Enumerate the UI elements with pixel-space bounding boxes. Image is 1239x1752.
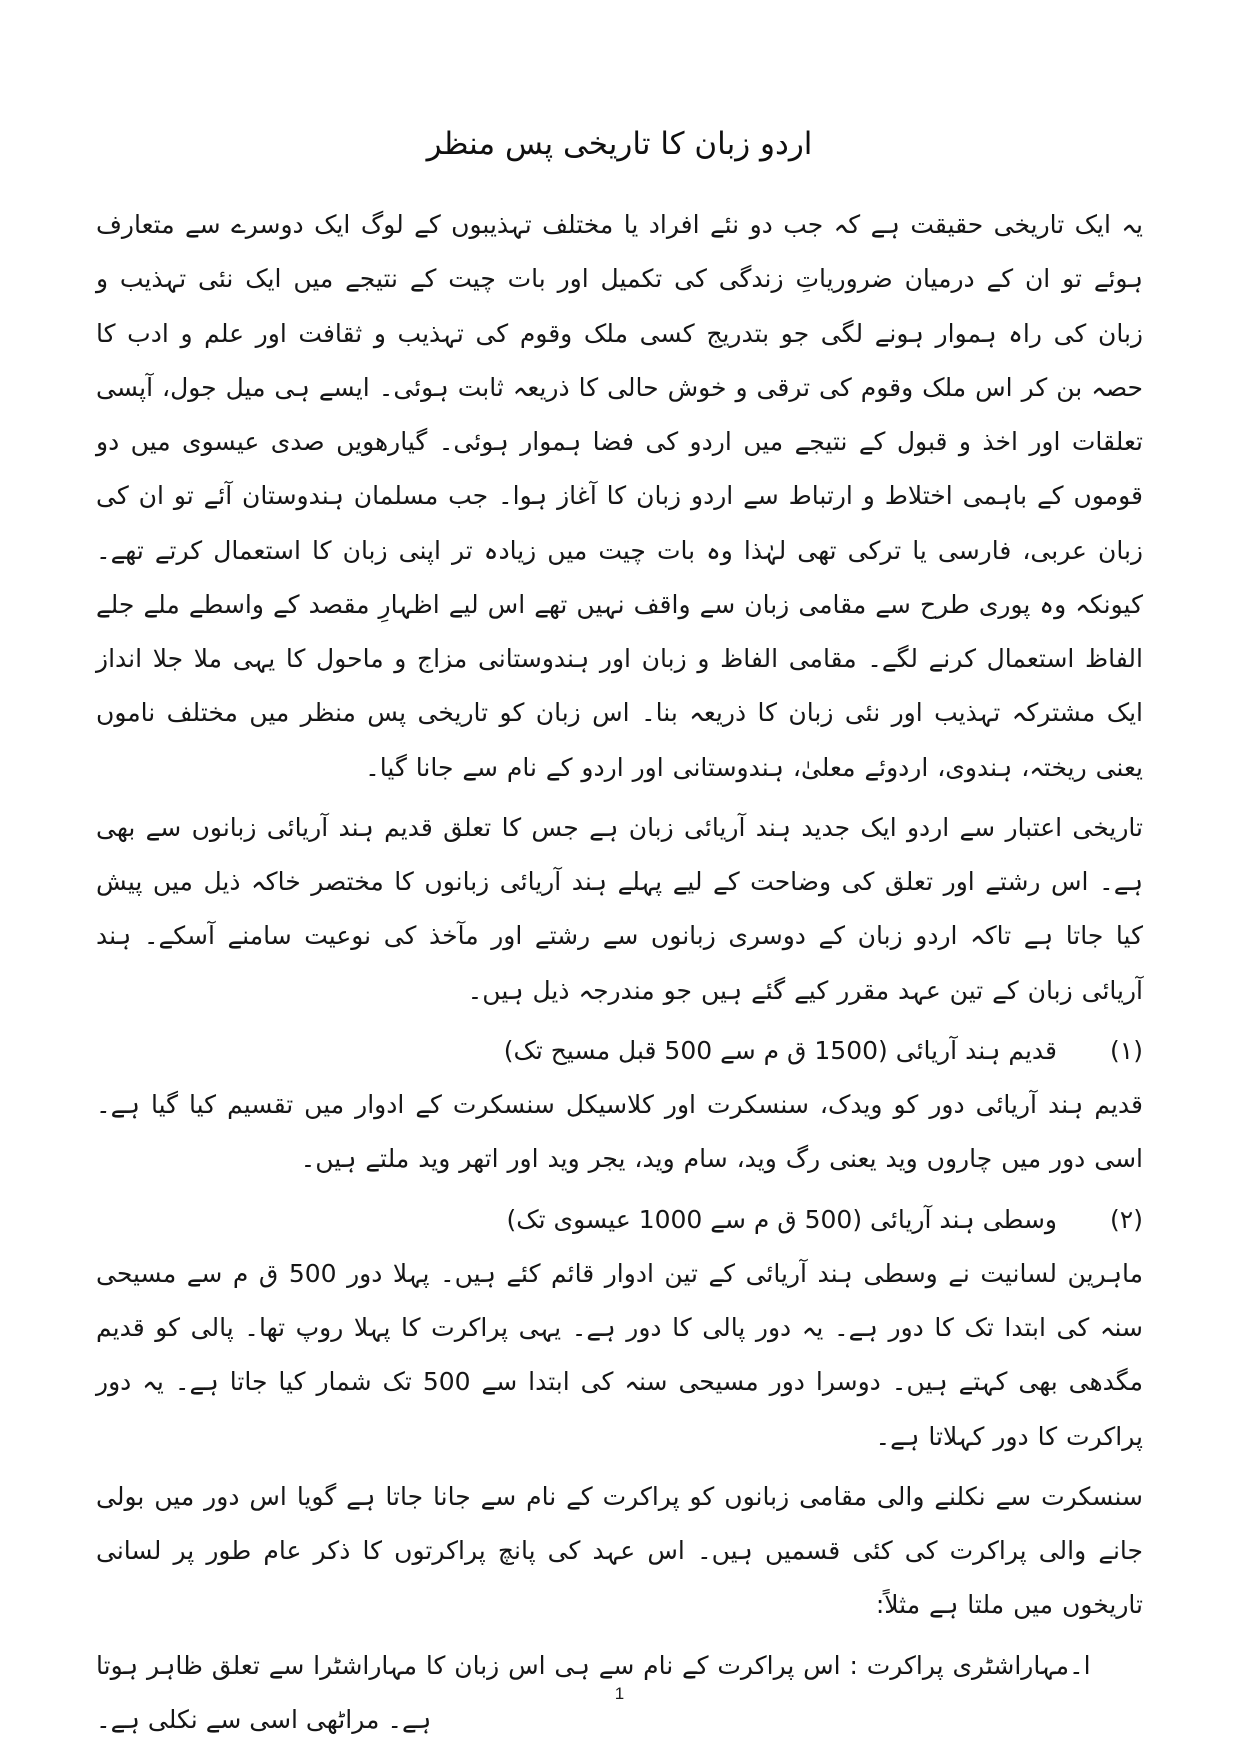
section-body-2: ماہرین لسانیت نے وسطی ہند آریائی کے تین ادوار قائم کئے ہیں۔ پہلا دور 500 ق م سے مسیحی سنہ کی ابتدا تک کا دور ہے۔ یہ دور پالی کا دور ہے۔ یہی پراکرت کا پہلا روپ تھا۔ پالی کو قدیم مگدھی بھی کہتے ہیں۔ دوسرا دور مسیحی سنہ کی ابتدا سے 500 تک شمار کیا جاتا ہے۔ یہ دور پراکرت کا دور کہلاتا ہے۔ xyxy=(96,1258,1144,1451)
section-title-1: قدیم ہند آریائی (1500 ق م سے 500 قبل مسیح تک) xyxy=(503,1035,1057,1065)
prakrit-item-text: مہاراشٹری پراکرت : اس پراکرت کے نام سے ہی اس زبان کا مہاراشٹرا سے تعلق ظاہر ہوتا ہے۔ مراٹھی اسی سے نکلی ہے۔ xyxy=(96,1650,1069,1734)
paragraph-historical-relation: تاریخی اعتبار سے اردو ایک جدید ہند آریائی زبان ہے جس کا تعلق قدیم ہند آریائی زبانوں سے بھی ہے۔ اس رشتے اور تعلق کی وضاحت کے لیے پہلے ہند آریائی زبانوں کا مختصر خاکہ ذیل میں پیش کیا جاتا ہے تاکہ اردو زبان کے دوسری زبانوں سے رشتے اور مآخذ کی نوعیت سامنے آسکے۔ ہند آریائی زبان کے تین عہد مقرر کیے گئے ہیں جو مندرجہ ذیل ہیں۔ xyxy=(96,812,1143,1005)
section-heading-1 xyxy=(96,1024,1143,1078)
section-marker-2: (۲) xyxy=(1110,1204,1143,1234)
section-heading-2 xyxy=(96,1193,1143,1247)
prakrit-intro-paragraph: سنسکرت سے نکلنے والی مقامی زبانوں کو پراکرت کے نام سے جانا جاتا ہے گویا اس دور میں بولی جانے والی پراکرت کی کئی قسمیں ہیں۔ اس عہد کی پانچ پراکرتوں کا ذکر عام طور پر لسانی تاریخوں میں ملتا ہے مثلاً: xyxy=(96,1481,1143,1620)
section-body-1: قدیم ہند آریائی دور کو ویدک، سنسکرت اور کلاسیکل سنسکرت کے ادوار میں تقسیم کیا گیا ہے۔ اسی دور میں چاروں وید یعنی رگ وید، سام وید، یجر وید اور اتھر وید ملتے ہیں۔ xyxy=(96,1090,1143,1174)
section-marker-1: (۱) xyxy=(1110,1035,1143,1065)
prakrit-item-marker: ا۔ xyxy=(1069,1650,1091,1680)
page-number: 1 xyxy=(614,1684,625,1703)
paragraph-intro: یہ ایک تاریخی حقیقت ہے کہ جب دو نئے افراد یا مختلف تہذیبوں کے لوگ ایک دوسرے سے متعارف ہوئے تو ان کے درمیان ضروریاتِ زندگی کی تکمیل اور بات چیت کے نتیجے میں ایک نئی تہذیب و زبان کی راہ ہموار ہونے لگی جو بتدریج کسی ملک وقوم کی تہذیب و ثقافت اور علم و ادب کا حصہ بن کر اس ملک وقوم کی ترقی و خوش حالی کا ذریعہ ثابت ہوئی۔ ایسے ہی میل جول، آپسی تعلقات اور اخذ و قبول کے نتیجے میں اردو کی فضا ہموار ہوئی۔ گیارھویں صدی عیسوی میں دو قوموں کے باہمی اختلاط و ارتباط سے اردو زبان کا آغاز ہوا۔ جب مسلمان ہندوستان آئے تو ان کی زبان عربی، فارسی یا ترکی تھی لہٰذا وہ بات چیت میں زیادہ تر اپنی زبان کا استعمال کرتے تھے۔ کیونکہ وہ پوری طرح سے مقامی زبان سے واقف نہیں تھے اس لیے اظہارِ مقصد کے واسطے ملے جلے الفاظ استعمال کرنے لگے۔ مقامی الفاظ و زبان اور ہندوستانی مزاج و ماحول کا یہی ملا جلا انداز ایک مشترکہ تہذیب اور نئی زبان کا ذریعہ بنا۔ اس زبان کو تاریخی پس منظر میں مختلف ناموں یعنی ریختہ، ہندوی، اردوئے معلیٰ، ہندوستانی اور اردو کے نام سے جانا گیا۔ xyxy=(96,210,1143,782)
section-title-2: وسطی ہند آریائی (500 ق م سے 1000 عیسوی تک) xyxy=(506,1204,1057,1234)
page-title: اردو زبان کا تاریخی پس منظر xyxy=(426,126,813,162)
